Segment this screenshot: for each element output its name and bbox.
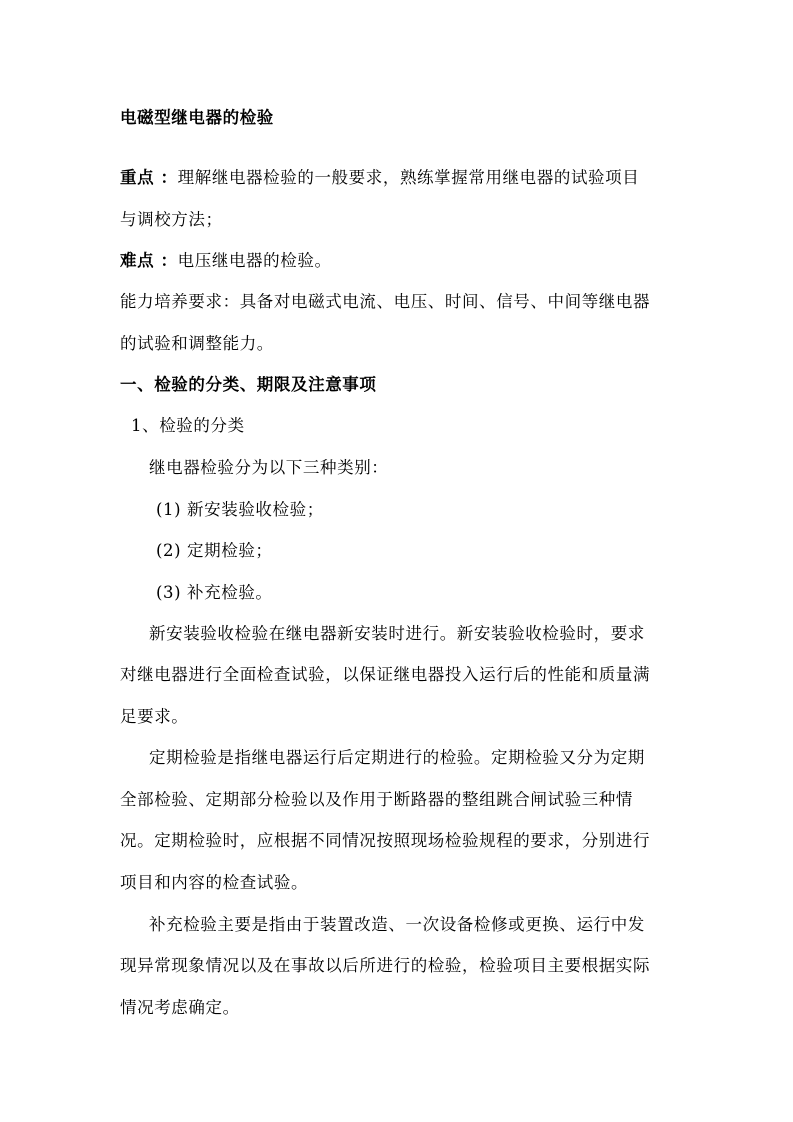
para-new-install-line3: 足要求。 — [120, 707, 189, 726]
para-supplementary-line1: 补充检验主要是指由于装置改造、一次设备检修或更换、运行中发 — [149, 915, 645, 934]
ability-line1: 能力培养要求：具备对电磁式电流、电压、时间、信号、中间等继电器 — [120, 292, 651, 311]
para-periodic-line3: 况。定期检验时，应根据不同情况按照现场检验规程的要求，分别进行 — [120, 831, 651, 850]
difficult-point-text: 电压继电器的检验。 — [177, 251, 332, 270]
section1-heading: 一、检验的分类、期限及注意事项 — [120, 375, 377, 394]
document-title: 电磁型继电器的检验 — [120, 108, 274, 127]
para-periodic-line4: 项目和内容的检查试验。 — [120, 873, 309, 892]
key-point-line1 — [120, 168, 680, 188]
subsection1-heading: 1、检验的分类 — [131, 416, 245, 435]
category-item-1: (1) 新安装验收检验； — [156, 500, 324, 519]
para-periodic-line2: 全部检验、定期部分检验以及作用于断路器的整组跳合闸试验三种情 — [120, 790, 633, 809]
para-supplementary-line3: 情况考虑确定。 — [120, 998, 240, 1017]
intro-text: 继电器检验分为以下三种类别： — [149, 458, 389, 477]
category-item-3: (3) 补充检验。 — [156, 583, 273, 602]
ability-line2: 的试验和调整能力。 — [120, 334, 274, 353]
category-item-2: (2) 定期检验； — [156, 541, 273, 560]
key-point-line2: 与调校方法； — [120, 210, 223, 229]
difficult-point-line — [120, 251, 680, 271]
para-periodic-line1: 定期检验是指继电器运行后定期进行的检验。定期检验又分为定期 — [149, 748, 645, 767]
para-new-install-line1: 新安装验收检验在继电器新安装时进行。新安装验收检验时，要求 — [149, 624, 645, 643]
para-supplementary-line2: 现异常现象情况以及在事故以后所进行的检验，检验项目主要根据实际 — [120, 956, 651, 975]
para-new-install-line2: 对继电器进行全面检查试验，以保证继电器投入运行后的性能和质量满 — [120, 665, 651, 684]
key-point-label: 重点 ： — [120, 168, 178, 187]
key-point-text: 理解继电器检验的一般要求，熟练掌握常用继电器的试验项目 — [177, 168, 640, 187]
difficult-point-label: 难点 ： — [120, 251, 178, 270]
